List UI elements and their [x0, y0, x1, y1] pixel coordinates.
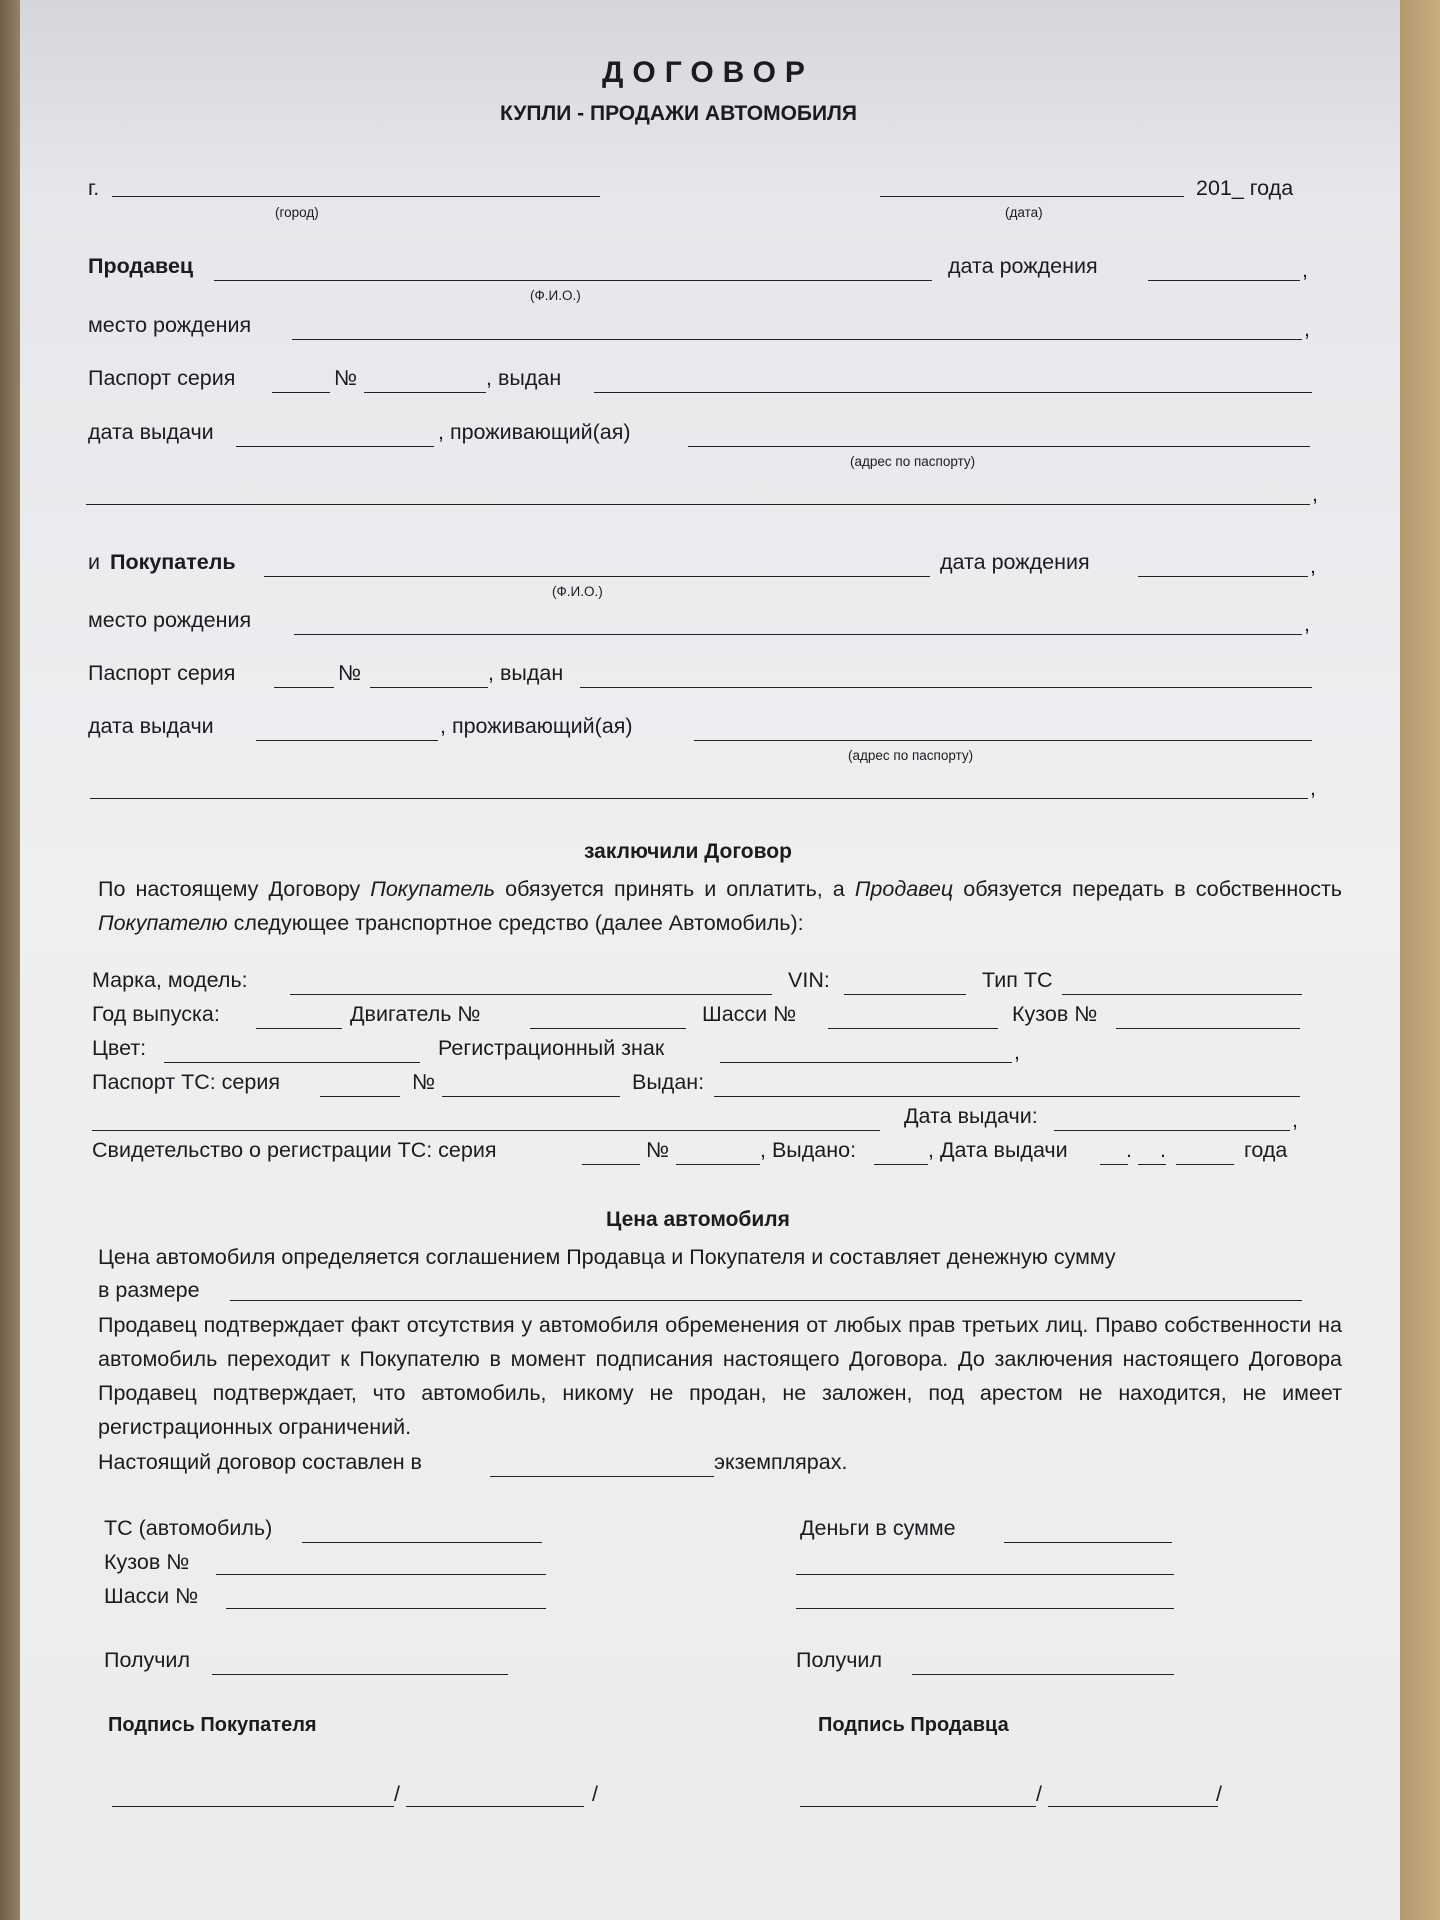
buyer-signature-slash: / — [394, 1782, 400, 1806]
buyer-passport-series-label: Паспорт серия — [88, 661, 236, 685]
cert-year-line[interactable] — [1176, 1164, 1234, 1165]
cert-month-line[interactable] — [1138, 1164, 1166, 1165]
seller-signature-slash-end: / — [1216, 1782, 1222, 1806]
desk-edge-right — [1400, 0, 1440, 1920]
buyer-issue-date-label: дата выдачи — [88, 714, 214, 738]
pts-series-line[interactable] — [320, 1096, 400, 1097]
chassis-label: Шасси № — [702, 1002, 797, 1026]
buyer-birth-place-line[interactable] — [294, 634, 1302, 635]
copies-label: Настоящий договор составлен в — [98, 1450, 422, 1474]
comma: , — [1304, 612, 1310, 636]
buyer-birth-place-label: место рождения — [88, 608, 252, 632]
engine-line[interactable] — [530, 1028, 686, 1029]
make-model-line[interactable] — [290, 994, 772, 995]
buyer-address-line-2[interactable] — [90, 798, 1308, 799]
cert-number-label: № — [646, 1138, 670, 1162]
cert-issued-line[interactable] — [874, 1164, 928, 1165]
buyer-label: Покупатель — [110, 550, 236, 574]
seller-birth-date-label: дата рождения — [948, 254, 1098, 278]
seller-passport-series-label: Паспорт серия — [88, 366, 236, 390]
receipt-vehicle-label: ТС (автомобиль) — [104, 1516, 273, 1540]
year-line[interactable] — [256, 1028, 342, 1029]
cert-year-word: года — [1244, 1138, 1288, 1162]
seller-address-hint: (адрес по паспорту) — [850, 454, 976, 469]
cert-series-label: Свидетельство о регистрации ТС: серия — [92, 1138, 497, 1162]
contract-text-b: обязуется принять и оплатить, а — [505, 877, 845, 901]
pts-issue-date-line[interactable] — [1054, 1130, 1290, 1131]
contract-sheet — [20, 0, 1400, 1920]
seller-passport-number-line[interactable] — [364, 392, 486, 393]
price-amount-line[interactable] — [230, 1300, 1302, 1301]
seller-signature-line[interactable] — [800, 1806, 1036, 1807]
receipt-money-line-3[interactable] — [796, 1608, 1174, 1609]
buyer-birth-date-label: дата рождения — [940, 550, 1090, 574]
copies-suffix: экземплярах. — [714, 1450, 848, 1474]
year-suffix: 201_ года — [1196, 176, 1294, 200]
buyer-received-line[interactable] — [212, 1674, 508, 1675]
receipt-vehicle-line[interactable] — [302, 1542, 542, 1543]
receipt-money-line[interactable] — [1004, 1542, 1172, 1543]
buyer-number-label: № — [338, 661, 362, 685]
seller-issued-line[interactable] — [594, 392, 1312, 393]
seller-birth-date-line[interactable] — [1148, 280, 1300, 281]
buyer-signature-label: Подпись Покупателя — [108, 1714, 317, 1736]
receipt-chassis-label: Шасси № — [104, 1584, 199, 1608]
buyer-address-line[interactable] — [694, 740, 1312, 741]
buyer-signature-line[interactable] — [112, 1806, 394, 1807]
buyer-residing-label: , проживающий(ая) — [440, 714, 633, 738]
buyer-signature-slash-end: / — [592, 1782, 598, 1806]
buyer-label-prefix: и — [88, 550, 101, 574]
seller-fio-line[interactable] — [214, 280, 932, 281]
comma: , — [1014, 1040, 1020, 1064]
seller-issued-label: , выдан — [486, 366, 562, 390]
vin-label: VIN: — [788, 968, 830, 992]
receipt-money-line-2[interactable] — [796, 1574, 1174, 1575]
cert-issued-label: , Выдано: — [760, 1138, 857, 1162]
body-label: Кузов № — [1012, 1002, 1098, 1026]
buyer-address-hint: (адрес по паспорту) — [848, 748, 974, 763]
comma: , — [1304, 317, 1310, 341]
buyer-passport-series-line[interactable] — [274, 687, 334, 688]
pts-series-label: Паспорт ТС: серия — [92, 1070, 280, 1094]
cert-number-line[interactable] — [676, 1164, 760, 1165]
seller-passport-series-line[interactable] — [272, 392, 330, 393]
contract-buyer-term-2: Покупателю — [98, 911, 228, 935]
buyer-signature-name-line[interactable] — [406, 1806, 584, 1807]
price-heading: Цена автомобиля — [606, 1208, 790, 1231]
contract-heading: заключили Договор — [584, 840, 792, 863]
chassis-line[interactable] — [828, 1028, 998, 1029]
cert-date-label: , Дата выдачи — [928, 1138, 1068, 1162]
reg-sign-line[interactable] — [720, 1062, 1012, 1063]
document-subtitle: КУПЛИ - ПРОДАЖИ АВТОМОБИЛЯ — [500, 102, 857, 125]
date-hint: (дата) — [1005, 205, 1043, 220]
pts-number-label: № — [412, 1070, 436, 1094]
cert-series-line[interactable] — [582, 1164, 640, 1165]
contract-text-a: По настоящему Договору — [98, 877, 361, 901]
buyer-issued-line[interactable] — [580, 687, 1312, 688]
buyer-fio-line[interactable] — [264, 576, 930, 577]
comma: , — [1292, 1108, 1298, 1132]
reg-sign-label: Регистрационный знак — [438, 1036, 665, 1060]
receipt-money-label: Деньги в сумме — [800, 1516, 956, 1540]
receipt-body-label: Кузов № — [104, 1550, 190, 1574]
contract-paragraph — [98, 872, 1342, 940]
seller-issue-date-label: дата выдачи — [88, 420, 214, 444]
cert-date-dots: . . — [1126, 1138, 1166, 1162]
color-label: Цвет: — [92, 1036, 147, 1060]
pts-issued-label: Выдан: — [632, 1070, 705, 1094]
color-line[interactable] — [164, 1062, 420, 1063]
price-paragraph-a: Цена автомобиля определяется соглашением Продавца и Покупателя и составляет денежную сумму — [98, 1245, 1116, 1269]
vehicle-type-label: Тип ТС — [982, 968, 1053, 992]
year-label: Год выпуска: — [92, 1002, 220, 1026]
seller-signature-slash: / — [1036, 1782, 1042, 1806]
contract-text-c: обязуется передать в собственность — [963, 877, 1343, 901]
buyer-passport-number-line[interactable] — [370, 687, 488, 688]
contract-seller-term: Продавец — [854, 877, 954, 901]
cert-day-line[interactable] — [1100, 1164, 1128, 1165]
seller-fio-hint: (Ф.И.О.) — [530, 288, 581, 303]
comma: , — [1310, 776, 1316, 800]
city-hint: (город) — [275, 205, 319, 220]
seller-signature-label: Подпись Продавца — [818, 1714, 1009, 1736]
pts-issue-date-label: Дата выдачи: — [904, 1104, 1038, 1128]
contract-buyer-term: Покупатель — [370, 877, 496, 901]
seller-signature-name-line[interactable] — [1048, 1806, 1218, 1807]
seller-received-label: Получил — [796, 1648, 882, 1672]
city-label: г. — [88, 176, 100, 200]
vehicle-type-line[interactable] — [1062, 994, 1302, 995]
pts-number-line[interactable] — [442, 1096, 620, 1097]
document-title: ДОГОВОР — [602, 56, 814, 89]
pts-issued-line-2[interactable] — [92, 1130, 880, 1131]
receipt-chassis-line[interactable] — [226, 1608, 546, 1609]
contract-text-d: следующее транспортное средство (далее Автомобиль): — [233, 911, 804, 935]
seller-issue-date-line[interactable] — [236, 446, 434, 447]
pts-issued-line[interactable] — [714, 1096, 1300, 1097]
buyer-issued-label: , выдан — [488, 661, 564, 685]
seller-received-line[interactable] — [912, 1674, 1174, 1675]
price-amount-label: в размере — [98, 1278, 200, 1302]
city-line[interactable] — [112, 196, 600, 197]
receipt-body-line[interactable] — [216, 1574, 546, 1575]
engine-label: Двигатель № — [350, 1002, 481, 1026]
comma: , — [1310, 554, 1316, 578]
copies-line[interactable] — [490, 1476, 714, 1477]
comma: , — [1312, 482, 1318, 506]
body-line[interactable] — [1116, 1028, 1300, 1029]
seller-address-line-2[interactable] — [86, 504, 1310, 505]
buyer-fio-hint: (Ф.И.О.) — [552, 584, 603, 599]
date-line[interactable] — [880, 196, 1184, 197]
vin-line[interactable] — [844, 994, 966, 995]
seller-number-label: № — [334, 366, 358, 390]
make-model-label: Марка, модель: — [92, 968, 248, 992]
seller-birth-place-label: место рождения — [88, 313, 252, 337]
price-paragraph-b: Продавец подтверждает факт отсутствия у автомобиля обременения от любых прав третьих лиц. Право собственности на автомобиль переходит к Покупателю в момент подписания настоящего Договора. До заключения настоящего Договора Продавец подтверждает, что автомобиль, никому не продан, не заложен, под арестом не находится, не имеет регистрационных ограничений. — [98, 1313, 1342, 1439]
buyer-received-label: Получил — [104, 1648, 190, 1672]
seller-address-line[interactable] — [688, 446, 1310, 447]
buyer-birth-date-line[interactable] — [1138, 576, 1308, 577]
seller-residing-label: , проживающий(ая) — [438, 420, 631, 444]
buyer-issue-date-line[interactable] — [256, 740, 438, 741]
seller-birth-place-line[interactable] — [292, 339, 1302, 340]
seller-label: Продавец — [88, 254, 194, 278]
comma: , — [1302, 258, 1308, 282]
